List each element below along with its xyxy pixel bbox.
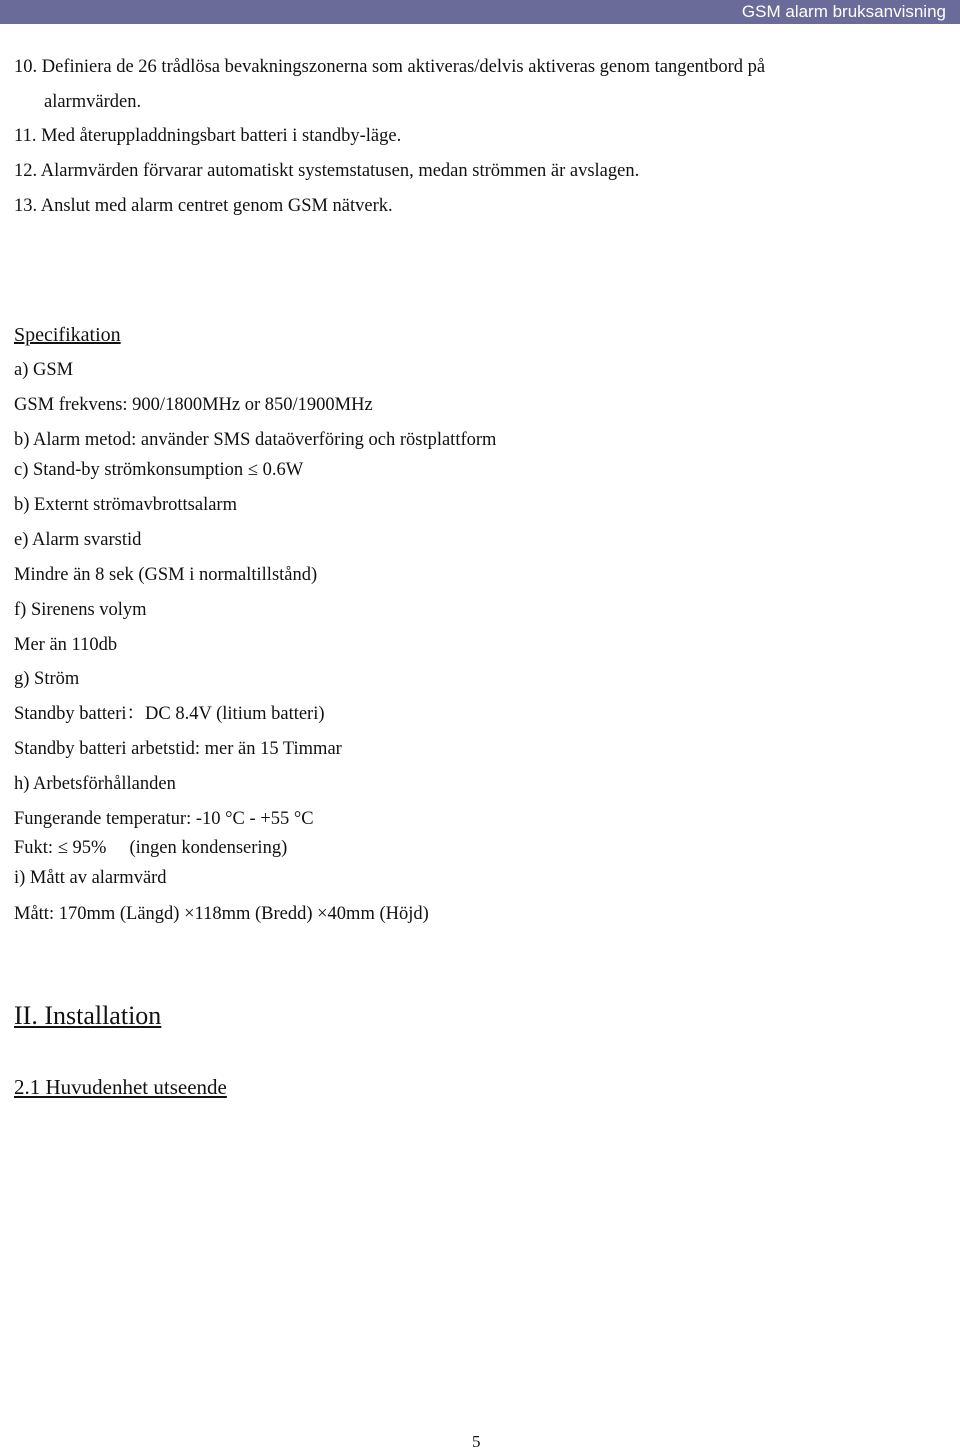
spec-line: Mer än 110db	[14, 635, 118, 655]
spec-line: i) Mått av alarmvärd	[14, 868, 167, 888]
spec-line: a) GSM	[14, 360, 74, 380]
specification-heading: Specifikation	[14, 324, 121, 346]
spec-line: Mått: 170mm (Längd) ×118mm (Bredd) ×40mm (Höjd)	[14, 904, 429, 924]
spec-line: Mindre än 8 sek (GSM i normaltillstånd)	[14, 565, 318, 585]
feature-item-10-continued: alarmvärden.	[44, 92, 142, 112]
spec-line: g) Ström	[14, 669, 80, 689]
spec-line: Standby batteri arbetstid: mer än 15 Timmar	[14, 739, 342, 759]
feature-item-11: 11. Med återuppladdningsbart batteri i standby-läge.	[14, 126, 402, 146]
spec-line: Standby batteri：DC 8.4V (litium batteri)	[14, 704, 325, 724]
header-bar	[0, 0, 960, 24]
spec-line: c) Stand-by strömkonsumption ≤ 0.6W	[14, 460, 304, 480]
feature-item-13: 13. Anslut med alarm centret genom GSM nätverk.	[14, 196, 393, 216]
spec-line: GSM frekvens: 900/1800MHz or 850/1900MHz	[14, 395, 373, 415]
installation-heading: II. Installation	[14, 1001, 162, 1030]
spec-line: f) Sirenens volym	[14, 600, 147, 620]
spec-line: Fukt: ≤ 95% (ingen kondensering)	[14, 838, 288, 858]
page-number: 5	[472, 1432, 481, 1451]
spec-line: h) Arbetsförhållanden	[14, 774, 176, 794]
spec-line: b) Externt strömavbrottsalarm	[14, 495, 237, 515]
feature-item-12: 12. Alarmvärden förvarar automatiskt systemstatusen, medan strömmen är avslagen.	[14, 161, 640, 181]
spec-line: e) Alarm svarstid	[14, 530, 142, 550]
spec-line: Fungerande temperatur: -10 °C - +55 °C	[14, 809, 314, 829]
feature-item-10: 10. Definiera de 26 trådlösa bevakningszonerna som aktiveras/delvis aktiveras genom tangentbord på	[14, 57, 766, 77]
header-title: GSM alarm bruksanvisning	[741, 2, 946, 21]
installation-subheading: 2.1 Huvudenhet utseende	[14, 1075, 227, 1099]
spec-line: b) Alarm metod: använder SMS dataöverföring och röstplattform	[14, 430, 497, 450]
